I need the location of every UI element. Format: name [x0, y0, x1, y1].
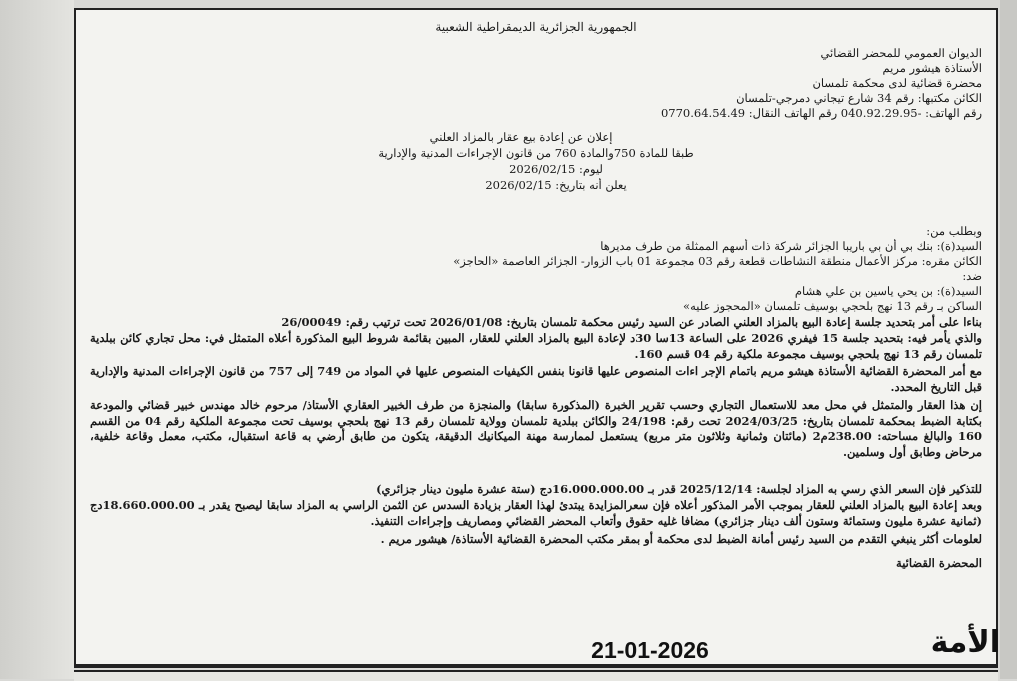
legal-notice [74, 8, 998, 666]
request-intro: وبطلب من: [926, 224, 982, 238]
newspaper-logo: الأمة [930, 625, 1000, 660]
defendant-address: الساكن بـ رقم 13 نهج بلحجي بوسيف تلمسان «المحجوز عليه» [683, 299, 982, 313]
plaintiff: السيد(ة): بنك بي أن بي باريبا الجزائر شركة ذات أسهم الممثلة من طرف مديرها [600, 239, 982, 253]
paragraph-property: إن هذا العقار والمتمثل في محل معد للاستعمال التجاري وحسب تقرير الخبرة (المذكورة سابقا) والمنجزة من طرف الخبير العقاري الأستاذ/ مرحوم خالد مهندس خبير قضائي والمودعة بكتابة الضبط بمحكمة تلمسان بتاريخ: 2024/03/25 تحت رقم: 24/198 والكائن ببلدية تلمسان وولاية تلمسان رقم 13 نهج بلحجي بوسيف تحت مجموعة الملكية رقم 04 من القسم 160 والبالغ مساحته: 238.00م2 (مائتان وثمانية وثلاثون متر مربع) يستعمل لممارسة مهنة الميكانيك الدقيقة، يتكون من طابق أرضي به قاعة استقبال، مكتب، معمل وقاعة خلفية، مرحاض وطابق أول وسلمين. [90, 398, 982, 459]
office-line-4: الكائن مكتبها: رقم 34 شارع تيجاني دمرجي-تلمسان [736, 91, 982, 105]
office-line-2: الأستاذة هيشور مريم [882, 61, 982, 75]
office-line-3: محضرة قضائية لدى محكمة تلمسان [812, 76, 982, 90]
publication-date: 21-01-2026 [591, 637, 709, 663]
paragraph-procedure: مع أمر المحضرة القضائية الأستاذة هيشو مريم باتمام الإجر اءات المنصوص عليها قانونا بنفس الكيفيات المنصوص عليها في المواد من 749 إلى 757 من قانون الإجراءات المدنية والإدارية قبل التاريخ المحدد. [90, 364, 982, 394]
paragraph-order: بناءا على أمر بتحديد جلسة إعادة البيع بالمزاد العلني الصادر عن السيد رئيس محكمة تلمسان بتاريخ: 2026/01/08 تحت ترتيب رقم: 26/00049 [281, 315, 982, 329]
paragraph-new-price: وبعد إعادة البيع بالمزاد العلني للعقار بموجب الأمر المذكور أعلاه فإن سعرالمزايدة يبتدئ لهذا العقار بزيادة السدس عن الثمن الراسي به المزاد سابقا ليصبح يقدر بـ 18.660.000.00دج (ثمانية عشرة مليون وستمائة وستون ألف دينار جزائري) مضافا غليه حقوق وأتعاب المحضر القضائي ومصاريف وإجراءات التنفيذ. [90, 498, 982, 528]
office-line-1: الديوان العمومي للمحضر القضائي [820, 46, 982, 60]
paragraph-previous-price: للتذكير فإن السعر الذي رسي به المزاد لجلسة: 2025/12/14 قدر بـ 16.000.000.00دج (ستة عشرة مليون دينار جزائري) [376, 482, 982, 496]
adjacent-page-left [0, 0, 74, 679]
paragraph-session: والذي يأمر فيه: بتحديد جلسة 15 فيفري 2026 على الساعة 13سا 30د لإعادة البيع بالمزاد العلني للعقار، المبين بقائمة شروط البيع المذكورة أعلاه المتمثل في: محل تجاري كائن ببلدية تلمسان رقم 13 نهج بلحجي بوسيف مجموعة ملكية رقم 04 قسم 160. [90, 331, 982, 361]
paragraph-information: لعلومات أكثر ينبغي التقدم من السيد رئيس أمانة الضبط لدى محكمة أو بمقر مكتب المحضرة القضائية الأستاذة/ هيشور مريم . [380, 532, 982, 546]
notice-title: إعلان عن إعادة بيع عقار بالمزاد العلني [429, 130, 613, 144]
republic-header: الجمهورية الجزائرية الديمقراطية الشعبية [435, 20, 637, 34]
against-label: ضد: [962, 269, 982, 283]
footer-rule [74, 664, 998, 668]
office-line-5: رقم الهاتف: -040.92.29.95 رقم الهاتف النقال: 0770.64.54.49 [660, 106, 982, 120]
plaintiff-address: الكائن مقره: مركز الأعمال منطقة النشاطات قطعة رقم 03 مجموعة 01 باب الزوار- الجزائر العاصمة «الحاجز» [453, 254, 982, 268]
notice-announce-date: يعلن أنه بتاريخ: 2026/02/15 [485, 178, 627, 192]
signature: المحضرة القضائية [896, 556, 982, 570]
notice-day: ليوم: 2026/02/15 [509, 162, 603, 176]
notice-legal-basis: طبقا للمادة 750والمادة 760 من قانون الإجراءات المدنية والإدارية [378, 146, 694, 160]
defendant: السيد(ة): بن يحي ياسين بن علي هشام [794, 284, 982, 298]
adjacent-page-right [1000, 0, 1017, 679]
next-notice-edge [74, 670, 998, 681]
